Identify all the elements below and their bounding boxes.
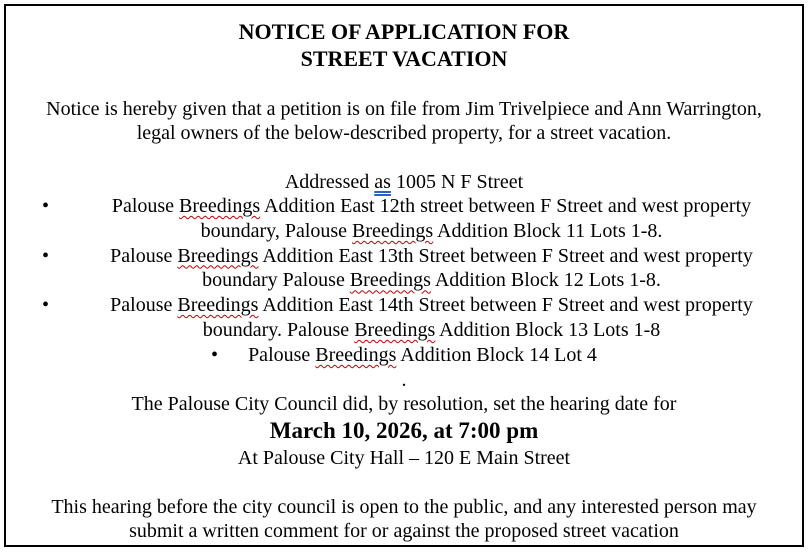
item-text-d: boundary. Palouse xyxy=(202,318,355,341)
list-item xyxy=(12,244,796,294)
address-value: 1005 N F Street xyxy=(390,171,524,193)
intro-paragraph xyxy=(12,97,796,145)
list-item xyxy=(12,343,796,368)
list-item xyxy=(12,194,796,244)
closing-paragraph xyxy=(12,495,796,543)
hearing-location: At Palouse City Hall – 120 E Main Street xyxy=(237,446,571,469)
bullet-icon: • xyxy=(211,343,219,366)
item-text-a: Palouse xyxy=(110,244,178,267)
item-text-d: boundary Palouse xyxy=(202,269,350,292)
item-text-c: Addition East 13th Street between F Street and west property xyxy=(258,244,753,267)
address-line xyxy=(12,170,796,194)
stray-period: . xyxy=(401,368,407,391)
item-text-e: Breedings xyxy=(354,318,436,341)
closing-line-2: submit a written comment for or against the proposed street vacation xyxy=(129,519,679,542)
bullet-icon: • xyxy=(42,294,50,317)
item-text-e: Breedings xyxy=(349,269,431,292)
intro-line-2: legal owners of the below-described property, for a street vacation. xyxy=(136,122,672,144)
item-text-c: Addition Block 14 Lot 4 xyxy=(396,343,597,366)
address-prefix: Addressed xyxy=(284,171,375,193)
title-line-2: STREET VACATION xyxy=(300,46,508,71)
hearing-date: March 10, 2026, at 7:00 pm xyxy=(269,417,539,443)
item-text-d: boundary, Palouse xyxy=(200,219,353,242)
item-text-b: Breedings xyxy=(177,244,259,267)
closing-line-1: This hearing before the city council is open to the public, and any interested person may xyxy=(51,495,757,518)
item-text-a: Palouse xyxy=(110,294,178,317)
hearing-line: The Palouse City Council did, by resolution, set the hearing date for xyxy=(131,392,677,415)
item-text-f: Addition Block 12 Lots 1-8. xyxy=(430,269,661,292)
item-text-e: Breedings xyxy=(352,219,434,242)
title-line-1: NOTICE OF APPLICATION FOR xyxy=(238,19,570,44)
item-text-a: Palouse xyxy=(248,343,316,366)
item-text-c: Addition East 14th Street between F Street and west property xyxy=(258,294,753,317)
notice-frame xyxy=(4,4,804,547)
item-text-b: Breedings xyxy=(315,343,397,366)
item-text-b: Breedings xyxy=(177,294,259,317)
address-as-word: as xyxy=(374,171,391,193)
notice-title xyxy=(12,18,796,72)
item-text-a: Palouse xyxy=(111,195,180,217)
item-text-c: Addition East 12th street between F Street and west property xyxy=(260,195,752,217)
item-text-b: Breedings xyxy=(179,195,261,217)
bullet-icon: • xyxy=(42,195,50,217)
item-text-f: Addition Block 13 Lots 1-8 xyxy=(435,318,661,341)
list-item xyxy=(12,293,796,343)
bullet-icon: • xyxy=(42,244,50,267)
property-list xyxy=(12,194,796,368)
intro-line-1: Notice is hereby given that a petition is on file from Jim Trivelpiece and Ann Warrington, xyxy=(46,98,762,120)
item-text-f: Addition Block 11 Lots 1-8. xyxy=(433,219,663,242)
